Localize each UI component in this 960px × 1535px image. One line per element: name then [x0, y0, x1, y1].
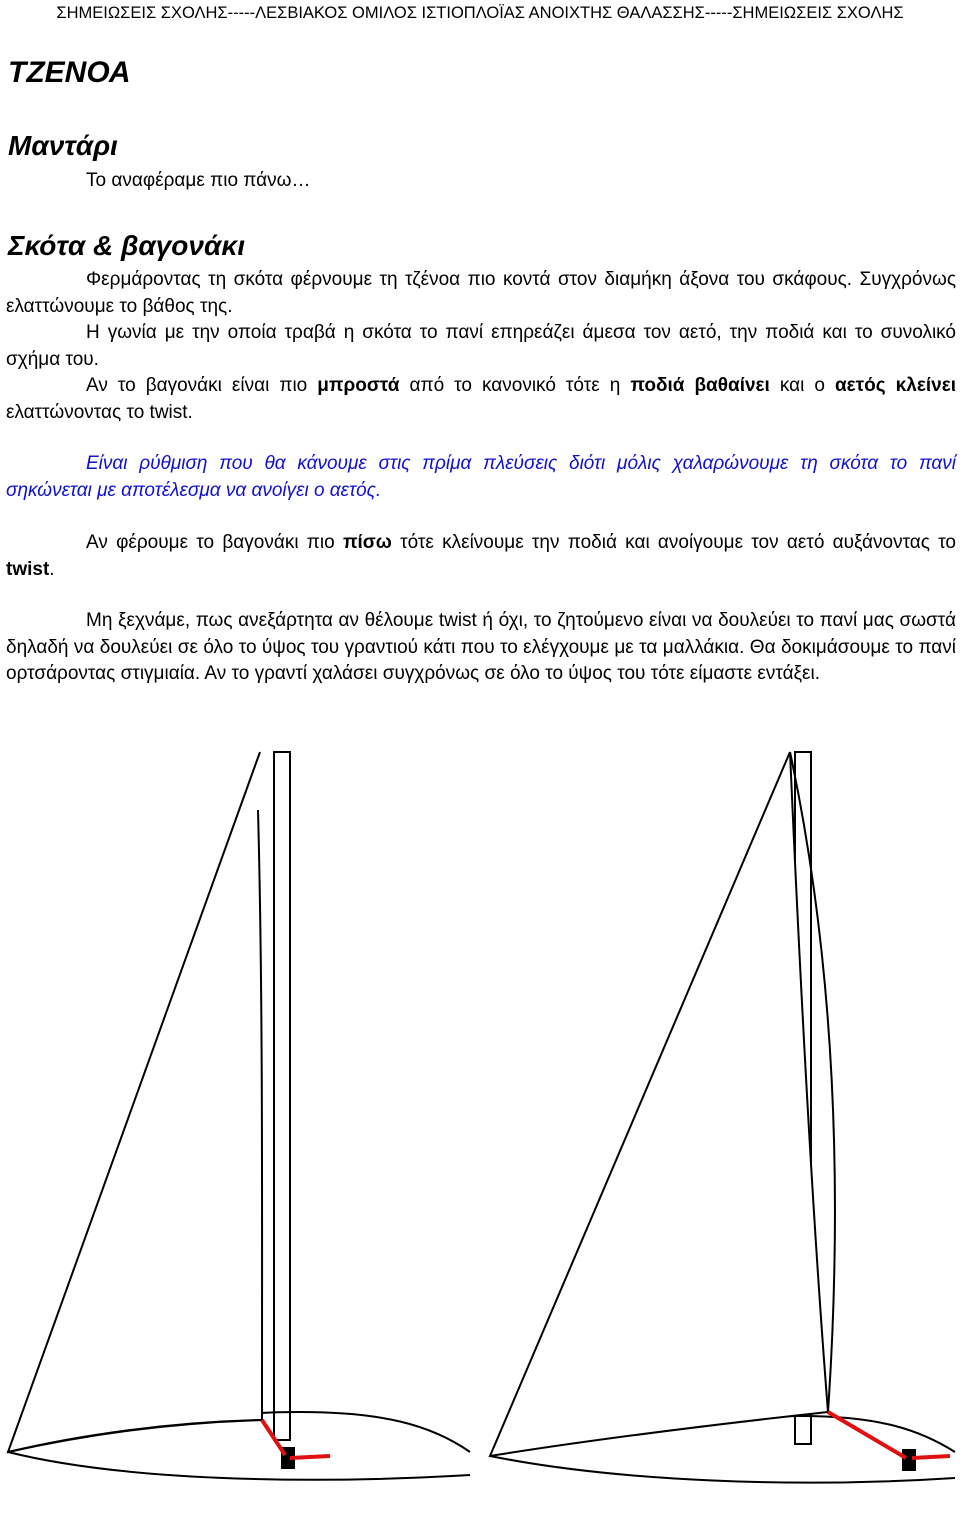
p5-bold-back: πίσω [342, 532, 392, 553]
genoa-sail-left [8, 752, 262, 1452]
p3-text-2: από το κανονικό τότε η [399, 375, 631, 396]
sheet-line-right-2 [912, 1456, 950, 1458]
p5-text-1: Αν φέρουμε το βαγονάκι πιο [86, 532, 343, 553]
genoa-sail-right [490, 752, 828, 1456]
p3-bold-leech-closes: αετός κλείνει [834, 375, 956, 396]
skota-paragraph-6: Μη ξεχνάμε, πως ανεξάρτητα αν θέλουμε twist ή όχι, το ζητούμενο είναι να δουλεύει το πανί μας σωστά δηλαδή να δουλεύει σε όλο το ύψος του γραντιού κάτι που το ελέγχουμε με τα μαλλάκια. Θα δοκιμάσουμε το πανί ορτσάροντας στιγμιαία. Αν το γραντί χαλάσει συγχρόνως σε όλο το ύψος του τότε είμαστε εντάξει. [6, 610, 956, 684]
sheet-car-right [903, 1450, 915, 1470]
skota-paragraph-4-note: Είναι ρύθμιση που θα κάνουμε στις πρίμα πλεύσεις διότι μόλις χαλαρώνουμε τη σκότα το πανί σηκώνεται με αποτέλεσμα να ανοίγει ο αετός. [6, 453, 956, 501]
p5-text-2: τότε κλείνουμε την ποδιά και ανοίγουμε τον αετό αυξάνοντας το [391, 532, 956, 553]
genoa-trim-illustration [0, 740, 960, 1530]
skota-paragraph-3 [6, 373, 956, 426]
sailboat-car-aft [490, 752, 955, 1483]
p5-text-3: . [49, 558, 55, 580]
hull-bottom-left [8, 1452, 470, 1480]
p3-bold-foot-deepens: ποδιά βαθαίνει [630, 375, 770, 396]
p3-text-1: Αν το βαγονάκι είναι πιο [86, 375, 318, 396]
sailboat-car-forward [8, 752, 470, 1480]
skota-paragraph-1: Φερμάροντας τη σκότα φέρνουμε τη τζένοα πιο κοντά στον διαμήκη άξονα του σκάφους. Συγχρόνως ελαττώνουμε το βάθος της. [6, 269, 956, 317]
running-header: ΣΗΜΕΙΩΣΕΙΣ ΣΧΟΛΗΣ-----ΛΕΣΒΙΑΚΟΣ ΟΜΙΛΟΣ ΙΣΤΙΟΠΛΟΪΑΣ ΑΝΟΙΧΤΗΣ ΘΑΛΑΣΣΗΣ-----ΣΗΜΕΙΩΣΕΙΣ ΣΧΟΛΗΣ [56, 4, 904, 22]
mantari-text: Το αναφέραμε πιο πάνω… [86, 170, 311, 191]
sheet-line-left-2 [290, 1456, 330, 1458]
sheet-lines-left [262, 1420, 330, 1458]
mast-left [274, 752, 290, 1440]
p3-bold-forward: μπροστά [317, 375, 400, 396]
skota-paragraph-5 [6, 530, 956, 583]
document-title: ΤΖΕΝΟΑ [8, 56, 131, 89]
p3-text-4: ελαττώνοντας το twist. [6, 401, 193, 423]
p3-text-3: και ο [769, 375, 835, 396]
hull-bottom-right [490, 1456, 955, 1483]
sheet-line-right-1 [828, 1412, 906, 1458]
skota-paragraph-2: Η γωνία με την οποία τραβά η σκότα το πανί επηρεάζει άμεσα τον αετό, την ποδιά και το συνολικό σχήμα του. [6, 322, 956, 370]
section-heading-mantari: Μαντάρι [8, 130, 118, 161]
section-heading-skota: Σκότα & βαγονάκι [8, 230, 245, 261]
p5-bold-twist: twist [6, 558, 50, 580]
